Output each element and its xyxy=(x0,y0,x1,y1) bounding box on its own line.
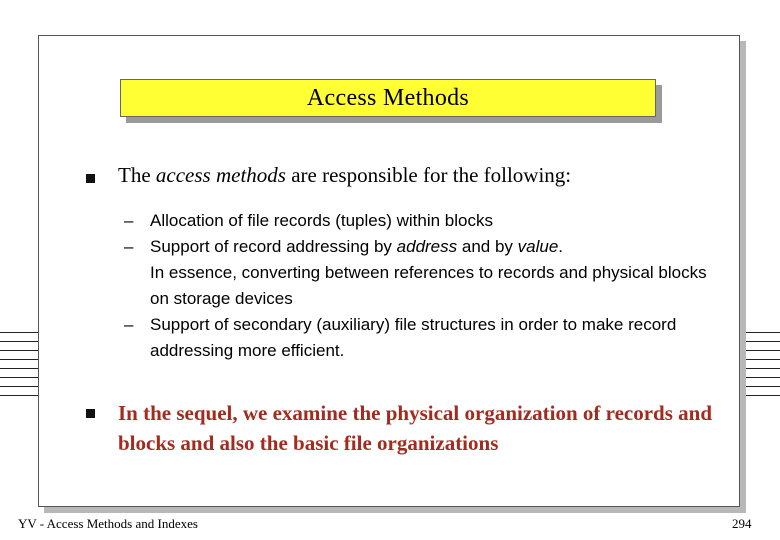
right-decorative-lines xyxy=(740,332,780,404)
slide-title xyxy=(120,79,656,117)
sub-item-em-address: address xyxy=(396,237,458,256)
sub-item-text-before: Support of record addressing by xyxy=(150,237,392,256)
bullet-sequel: In the sequel, we examine the physical organization of records and blocks and also the basic file organizations xyxy=(118,401,713,455)
bullet1-prefix: The xyxy=(118,163,151,187)
left-decorative-lines xyxy=(0,332,40,404)
sub-item-em-value: value xyxy=(517,237,559,256)
dash-icon: – xyxy=(124,315,134,334)
sub-item-text: Allocation of file records (tuples) within blocks xyxy=(150,211,493,230)
footer-title: YV - Access Methods and Indexes xyxy=(18,516,198,531)
bullet-access-methods xyxy=(118,163,571,188)
sub-item-allocation xyxy=(124,208,710,234)
sub-item-secondary-structures xyxy=(124,312,710,364)
sub-list xyxy=(124,208,710,364)
dash-icon: – xyxy=(124,211,134,230)
dash-icon: – xyxy=(124,237,134,256)
sub-item-text: Support of secondary (auxiliary) file structures in order to make record addressing more efficient. xyxy=(150,315,677,360)
sub-item-text xyxy=(150,234,710,312)
bullet-square-icon xyxy=(86,174,95,183)
sub-item-addressing xyxy=(124,234,710,312)
sub-item-continuation: In essence, converting between references to records and physical blocks on storage devices xyxy=(150,263,707,308)
page-number: 294 xyxy=(732,516,752,531)
bullet-square-icon xyxy=(86,409,95,418)
sub-item-text-mid: and by xyxy=(461,237,513,256)
bullet1-suffix: are responsible for the following: xyxy=(291,163,572,187)
slide-title-text: Access Methods xyxy=(306,84,470,111)
sub-item-text-end: . xyxy=(558,237,564,256)
bullet1-emphasis: access methods xyxy=(155,163,286,187)
